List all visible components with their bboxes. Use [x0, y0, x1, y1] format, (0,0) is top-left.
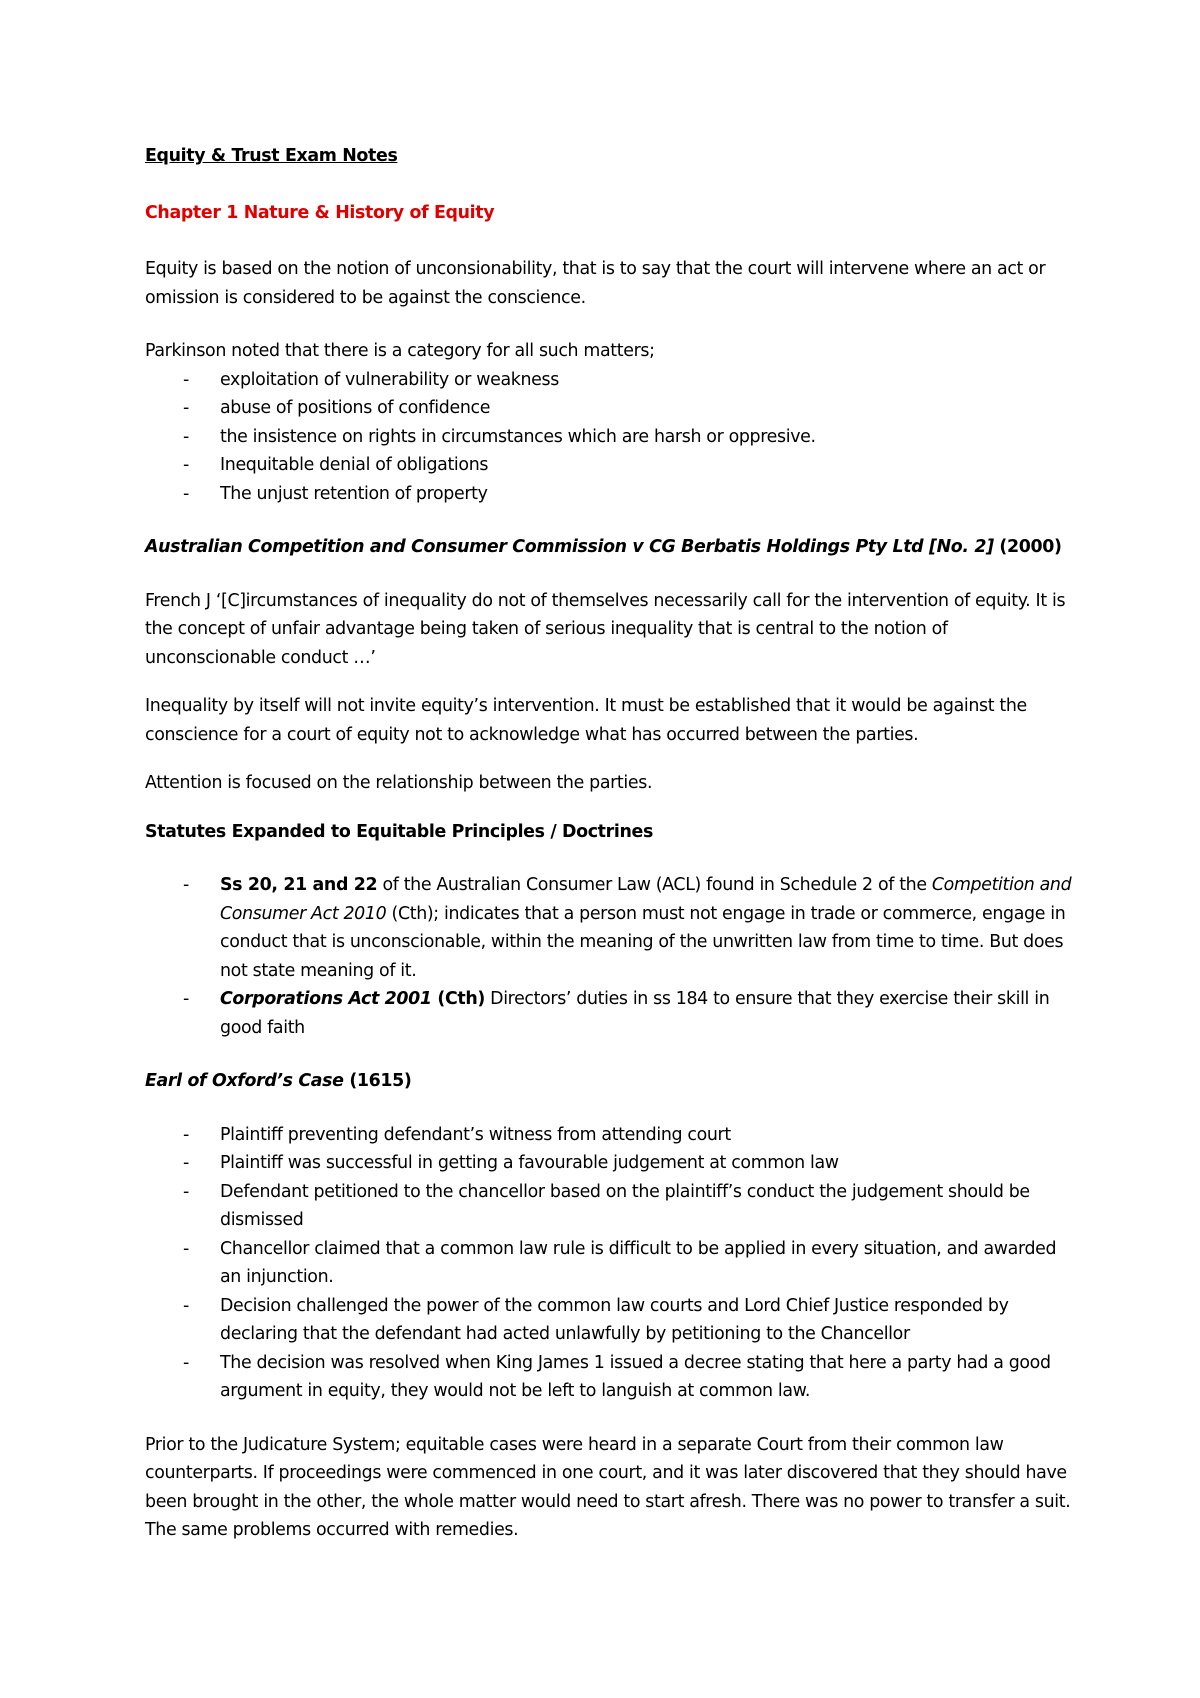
- statute-act: Competition and Consumer Act 2010: [220, 875, 1072, 924]
- list-item: - the insistence on rights in circumstances which are harsh or oppresive.: [145, 423, 1080, 452]
- list-item: [145, 985, 1080, 1042]
- list-item: - Inequitable denial of obligations: [145, 451, 1080, 480]
- document-body: [145, 142, 1080, 1545]
- case-heading-accc: [145, 533, 1080, 562]
- case-name: Australian Competition and Consumer Commission v CG Berbatis Holdings Pty Ltd [No. 2]: [145, 537, 994, 557]
- statute-text: Directors’ duties in ss 184 to ensure that they exercise their skill in good faith: [220, 989, 1050, 1038]
- oxford-list: [145, 1121, 1080, 1406]
- list-item: - exploitation of vulnerability or weakness: [145, 366, 1080, 395]
- list-item: - Chancellor claimed that a common law rule is difficult to be applied in every situation, and awarded an injunction.: [145, 1235, 1080, 1292]
- statutes-heading: Statutes Expanded to Equitable Principles / Doctrines: [145, 821, 653, 842]
- statute-act: Corporations Act 2001: [220, 989, 432, 1009]
- parkinson-list: [145, 366, 1080, 509]
- case-name: Earl of Oxford’s Case: [145, 1071, 344, 1091]
- case-year: (2000): [993, 537, 1062, 557]
- judicature-paragraph: Prior to the Judicature System; equitable cases were heard in a separate Court from their common law counterparts. If proceedings were commenced in one court, and it was later discovered that they should have been brought in the other, the whole matter would need to start afresh. There was no power to transfer a suit. The same problems occurred with remedies.: [145, 1434, 1071, 1540]
- document-title: Equity & Trust Exam Notes: [145, 146, 398, 166]
- statute-text: of the Australian Consumer Law (ACL) found in Schedule 2 of the: [377, 875, 932, 895]
- list-item: - abuse of positions of confidence: [145, 394, 1080, 423]
- statute-text: (Cth); indicates that a person must not engage in trade or commerce, engage in conduct that is unconscionable, within the meaning of the unwritten law from time to time. But does not state meaning of it.: [220, 903, 1066, 981]
- list-item: - Defendant petitioned to the chancellor based on the plaintiff’s conduct the judgement should be dismissed: [145, 1178, 1080, 1235]
- list-item: - Plaintiff preventing defendant’s witness from attending court: [145, 1121, 1080, 1150]
- inequality-paragraph: Inequality by itself will not invite equity’s intervention. It must be established that it would be against the conscience for a court of equity not to acknowledge what has occurred between the parties.: [145, 696, 1027, 745]
- statutes-list: [145, 871, 1080, 1042]
- parkinson-intro: Parkinson noted that there is a category for all such matters;: [145, 341, 655, 361]
- list-item: [145, 871, 1080, 985]
- french-quote: French J ‘[C]ircumstances of inequality do not of themselves necessarily call for the intervention of equity. It is the concept of unfair advantage being taken of serious inequality that is central to the notion of unconscionable conduct …’: [145, 590, 1066, 668]
- case-heading-oxford: [145, 1067, 1080, 1096]
- statute-sections: Ss 20, 21 and 22: [220, 875, 378, 895]
- case-year: (1615): [343, 1071, 412, 1091]
- list-item: - Plaintiff was successful in getting a favourable judgement at common law: [145, 1149, 1080, 1178]
- list-item: - The decision was resolved when King James 1 issued a decree stating that here a party had a good argument in equity, they would not be left to languish at common law.: [145, 1349, 1080, 1406]
- list-item: - The unjust retention of property: [145, 480, 1080, 509]
- attention-paragraph: Attention is focused on the relationship between the parties.: [145, 773, 653, 793]
- intro-paragraph: Equity is based on the notion of unconsionability, that is to say that the court will intervene where an act or omission is considered to be against the conscience.: [145, 259, 1046, 308]
- chapter-heading: Chapter 1 Nature & History of Equity: [145, 202, 495, 223]
- statute-jurisdiction: (Cth): [431, 989, 485, 1009]
- list-item: - Decision challenged the power of the common law courts and Lord Chief Justice responded by declaring that the defendant had acted unlawfully by petitioning to the Chancellor: [145, 1292, 1080, 1349]
